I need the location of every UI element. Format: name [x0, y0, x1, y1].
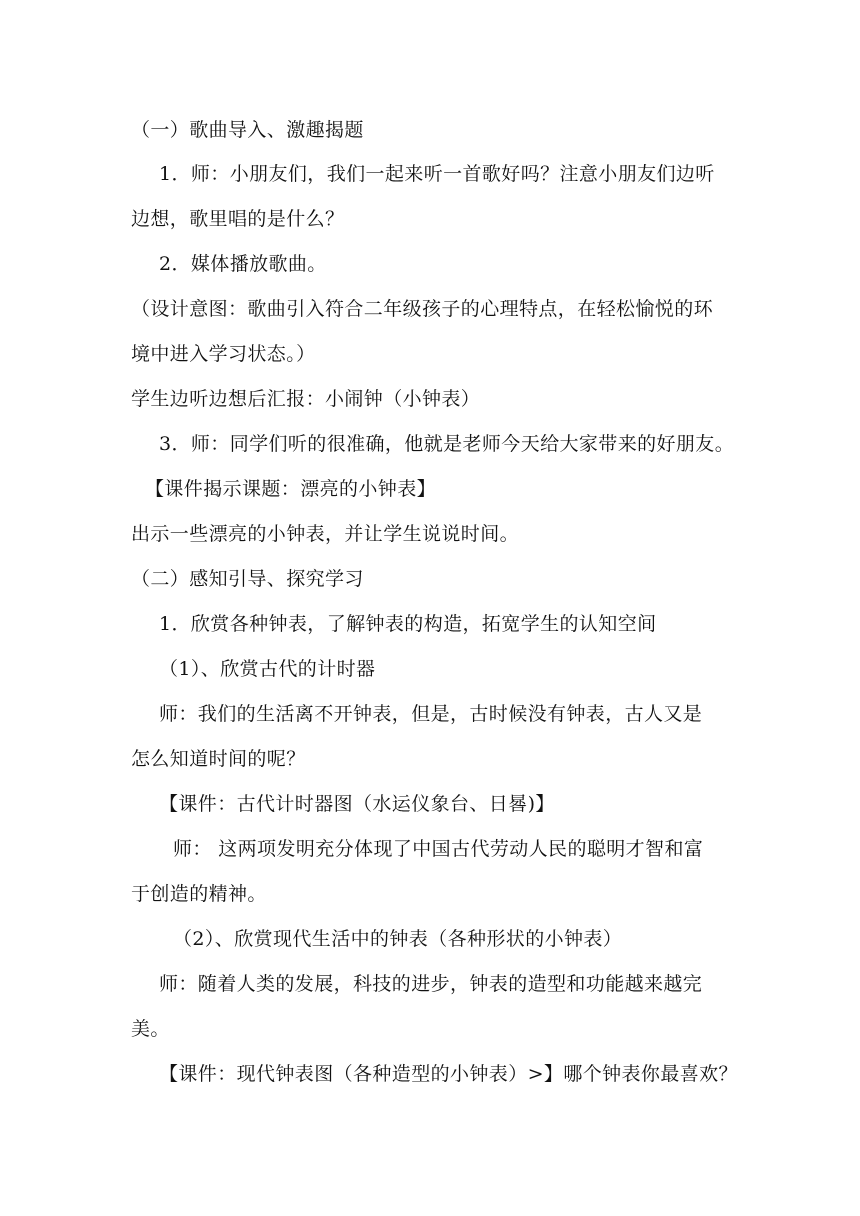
paragraph-line: 学生边听边想后汇报：小闹钟（小钟表） [131, 388, 481, 410]
section-heading: （一）歌曲导入、激趣揭题 [131, 119, 364, 141]
courseware-title: 【课件揭示课题：漂亮的小钟表】 [145, 478, 437, 500]
subsection-heading: （2）、欣赏现代生活中的钟表（各种形状的小钟表） [173, 928, 623, 950]
paragraph-line: 境中进入学习状态。） [131, 343, 316, 365]
paragraph-line: 出示一些漂亮的小钟表，并让学生说说时间。 [131, 523, 520, 545]
paragraph-line: 3．师：同学们听的很准确，他就是老师今天给大家带来的好朋友。 [159, 433, 735, 455]
paragraph-line: 师：随着人类的发展，科技的进步，钟表的造型和功能越来越完 [159, 973, 703, 995]
paragraph-line: 师： 这两项发明充分体现了中国古代劳动人民的聪明才智和富 [173, 838, 704, 860]
paragraph-line: 于创造的精神。 [131, 883, 267, 905]
section-heading: （二）感知引导、探究学习 [131, 568, 364, 590]
courseware-note: 【课件：古代计时器图（水运仪象台、日晷)】 [159, 793, 555, 815]
courseware-note: 【课件：现代钟表图（各种造型的小钟表）>】哪个钟表你最喜欢？ [159, 1063, 738, 1085]
paragraph-line: 边想，歌里唱的是什么？ [131, 208, 345, 230]
paragraph-line: 1．师：小朋友们，我们一起来听一首歌好吗？注意小朋友们边听 [159, 163, 715, 185]
paragraph-line: 1．欣赏各种钟表，了解钟表的构造，拓宽学生的认知空间 [159, 613, 657, 635]
subsection-heading: （1）、欣赏古代的计时器 [159, 658, 376, 680]
paragraph-line: 怎么知道时间的呢？ [131, 748, 306, 770]
paragraph-line: 美。 [131, 1018, 170, 1040]
paragraph-line: 2．媒体播放歌曲。 [159, 253, 327, 275]
paragraph-line: （设计意图：歌曲引入符合二年级孩子的心理特点，在轻松愉悦的环 [131, 298, 714, 320]
paragraph-line: 师：我们的生活离不开钟表，但是，古时候没有钟表，古人又是 [159, 703, 703, 725]
